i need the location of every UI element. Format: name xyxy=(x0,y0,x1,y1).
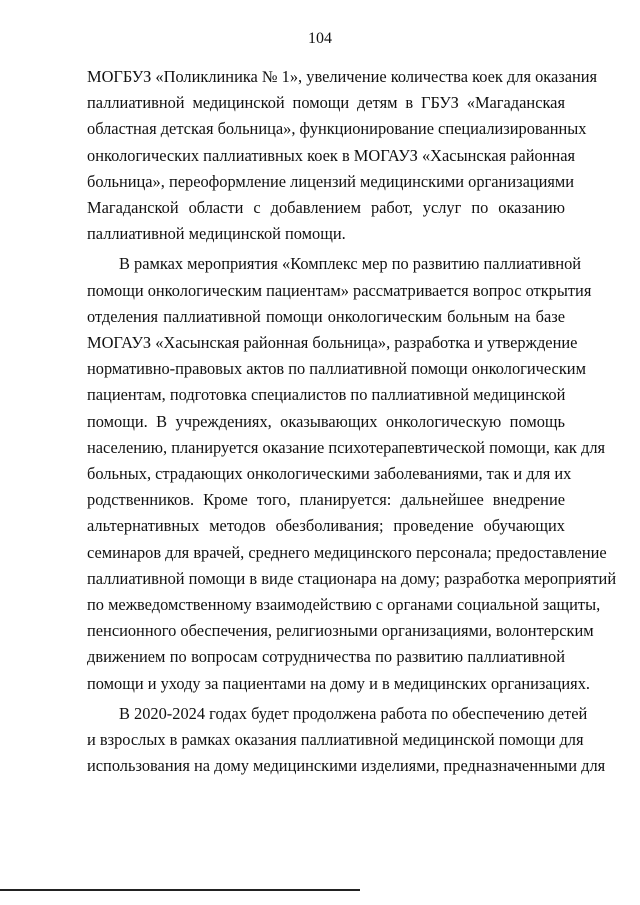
text-line: населению, планируется оказание психотерапевтической помощи, как для xyxy=(87,437,606,457)
text-line: альтернативных методов обезболивания; проведение обучающих xyxy=(87,516,565,536)
text-line: движением по вопросам сотрудничества по развитию паллиативной xyxy=(87,647,565,667)
text-line: использования на дому медицинскими изделиями, предназначенными для xyxy=(87,756,606,776)
text-line: нормативно-правовых актов по паллиативной помощи онкологическим xyxy=(87,359,586,379)
text-line: онкологических паллиативных коек в МОГАУЗ «Хасынская районная xyxy=(87,145,576,165)
paragraph-2 xyxy=(87,251,617,696)
text-line: пациентам, подготовка специалистов по паллиативной медицинской xyxy=(87,385,566,405)
text-line: пенсионного обеспечения, религиозными организациями, волонтерским xyxy=(87,621,594,641)
text-line: родственников. Кроме того, планируется: дальнейшее внедрение xyxy=(87,490,565,510)
text-line: В рамках мероприятия «Комплекс мер по развитию паллиативной xyxy=(119,254,582,274)
text-line: паллиативной помощи в виде стационара на дому; разработка мероприятий xyxy=(87,568,617,588)
text-line: помощи онкологическим пациентам» рассматривается вопрос открытия xyxy=(87,280,592,300)
text-line: паллиативной медицинской помощи. xyxy=(87,224,346,244)
text-line: помощи и уходу за пациентами на дому и в медицинских организациях. xyxy=(87,673,591,693)
page-number: 104 xyxy=(308,30,332,47)
text-line: отделения паллиативной помощи онкологическим больным на базе xyxy=(87,306,565,326)
text-line: по межведомственному взаимодействию с органами социальной защиты, xyxy=(87,595,601,615)
text-line: Магаданской области с добавлением работ, услуг по оказанию xyxy=(87,198,565,218)
text-line: и взрослых в рамках оказания паллиативной медицинской помощи для xyxy=(87,730,584,750)
text-line: областная детская больница», функционирование специализированных xyxy=(87,119,587,139)
paragraph-3 xyxy=(87,701,606,780)
text-line: помощи. В учреждениях, оказывающих онкологическую помощь xyxy=(87,411,565,431)
text-line: больница», переоформление лицензий медицинскими организациями xyxy=(87,171,575,191)
text-line: МОГБУЗ «Поликлиника № 1», увеличение количества коек для оказания xyxy=(87,67,598,86)
text-line: больных, страдающих онкологическими заболеваниями, так и для их xyxy=(87,464,572,484)
text-line: семинаров для врачей, среднего медицинского персонала; предоставление xyxy=(87,542,607,562)
text-line: В 2020-2024 годах будет продолжена работа по обеспечению детей xyxy=(119,703,588,723)
text-line: МОГАУЗ «Хасынская районная больница», разработка и утверждение xyxy=(87,333,578,353)
paragraph-1 xyxy=(87,64,598,247)
footnote-divider xyxy=(0,889,360,891)
document-body xyxy=(87,64,617,783)
text-line: паллиативной медицинской помощи детям в ГБУЗ «Магаданская xyxy=(87,93,565,113)
